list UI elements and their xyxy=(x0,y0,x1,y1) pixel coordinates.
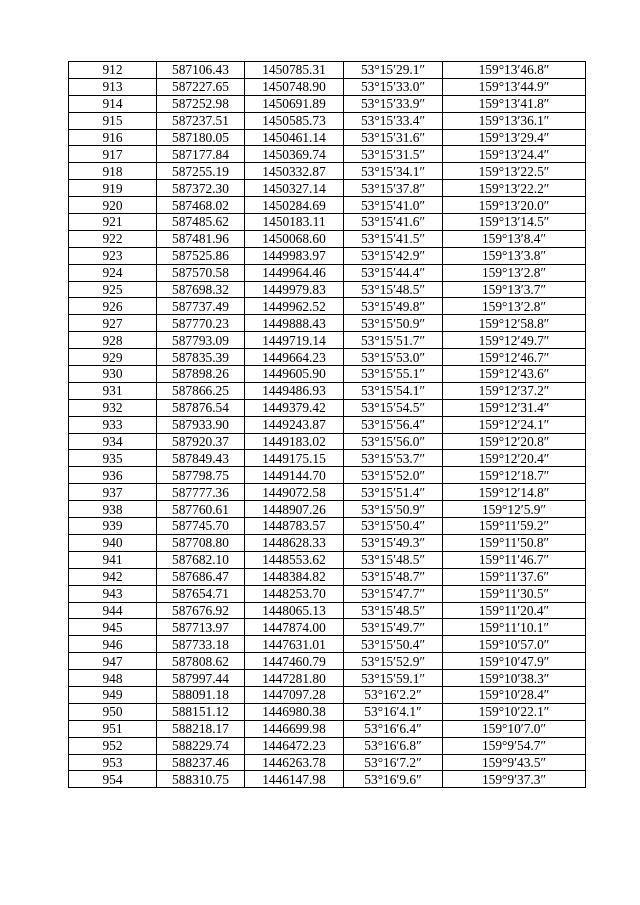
x-coordinate-cell: 587698.32 xyxy=(157,281,245,298)
point-number-cell: 914 xyxy=(69,95,157,112)
y-coordinate-cell: 1450748.90 xyxy=(245,78,344,95)
x-coordinate-cell: 587770.23 xyxy=(157,315,245,332)
longitude-cell: 159°12′31.4″ xyxy=(443,399,586,416)
longitude-cell: 159°9′43.5″ xyxy=(443,754,586,771)
table-row xyxy=(69,518,586,535)
table-row xyxy=(69,315,586,332)
table-row xyxy=(69,484,586,501)
longitude-cell: 159°11′59.2″ xyxy=(443,518,586,535)
y-coordinate-cell: 1449486.93 xyxy=(245,382,344,399)
longitude-cell: 159°10′38.3″ xyxy=(443,670,586,687)
latitude-cell: 53°16′4.1″ xyxy=(344,703,443,720)
latitude-cell: 53°15′31.5″ xyxy=(344,146,443,163)
table-row xyxy=(69,754,586,771)
longitude-cell: 159°13′3.8″ xyxy=(443,247,586,264)
y-coordinate-cell: 1447874.00 xyxy=(245,619,344,636)
latitude-cell: 53°15′44.4″ xyxy=(344,264,443,281)
latitude-cell: 53°15′53.7″ xyxy=(344,450,443,467)
point-number-cell: 937 xyxy=(69,484,157,501)
table-row xyxy=(69,230,586,247)
longitude-cell: 159°12′18.7″ xyxy=(443,467,586,484)
point-number-cell: 915 xyxy=(69,112,157,129)
y-coordinate-cell: 1447460.79 xyxy=(245,653,344,670)
latitude-cell: 53°15′59.1″ xyxy=(344,670,443,687)
table-row xyxy=(69,332,586,349)
latitude-cell: 53°15′56.0″ xyxy=(344,433,443,450)
y-coordinate-cell: 1449888.43 xyxy=(245,315,344,332)
x-coordinate-cell: 587737.49 xyxy=(157,298,245,315)
point-number-cell: 913 xyxy=(69,78,157,95)
table-row xyxy=(69,450,586,467)
longitude-cell: 159°12′37.2″ xyxy=(443,382,586,399)
longitude-cell: 159°12′5.9″ xyxy=(443,501,586,518)
table-row xyxy=(69,163,586,180)
latitude-cell: 53°15′52.0″ xyxy=(344,467,443,484)
point-number-cell: 950 xyxy=(69,703,157,720)
point-number-cell: 921 xyxy=(69,214,157,231)
latitude-cell: 53°15′54.1″ xyxy=(344,382,443,399)
y-coordinate-cell: 1449719.14 xyxy=(245,332,344,349)
y-coordinate-cell: 1449664.23 xyxy=(245,349,344,366)
y-coordinate-cell: 1446263.78 xyxy=(245,754,344,771)
y-coordinate-cell: 1448783.57 xyxy=(245,518,344,535)
table-row xyxy=(69,349,586,366)
table-row xyxy=(69,366,586,383)
x-coordinate-cell: 587255.19 xyxy=(157,163,245,180)
table-row xyxy=(69,382,586,399)
latitude-cell: 53°15′52.9″ xyxy=(344,653,443,670)
latitude-cell: 53°15′50.9″ xyxy=(344,315,443,332)
latitude-cell: 53°16′9.6″ xyxy=(344,771,443,788)
longitude-cell: 159°13′2.8″ xyxy=(443,264,586,281)
latitude-cell: 53°16′6.4″ xyxy=(344,720,443,737)
y-coordinate-cell: 1449605.90 xyxy=(245,366,344,383)
y-coordinate-cell: 1450284.69 xyxy=(245,197,344,214)
y-coordinate-cell: 1450332.87 xyxy=(245,163,344,180)
latitude-cell: 53°16′7.2″ xyxy=(344,754,443,771)
x-coordinate-cell: 587106.43 xyxy=(157,62,245,79)
table-row xyxy=(69,298,586,315)
table-row xyxy=(69,281,586,298)
latitude-cell: 53°15′51.7″ xyxy=(344,332,443,349)
table-row xyxy=(69,653,586,670)
point-number-cell: 940 xyxy=(69,534,157,551)
point-number-cell: 918 xyxy=(69,163,157,180)
table-row xyxy=(69,501,586,518)
longitude-cell: 159°13′8.4″ xyxy=(443,230,586,247)
table-row xyxy=(69,720,586,737)
table-row xyxy=(69,264,586,281)
longitude-cell: 159°13′20.0″ xyxy=(443,197,586,214)
y-coordinate-cell: 1450369.74 xyxy=(245,146,344,163)
x-coordinate-cell: 587898.26 xyxy=(157,366,245,383)
table-row xyxy=(69,619,586,636)
x-coordinate-cell: 588310.75 xyxy=(157,771,245,788)
table-row xyxy=(69,112,586,129)
point-number-cell: 917 xyxy=(69,146,157,163)
table-row xyxy=(69,534,586,551)
x-coordinate-cell: 587372.30 xyxy=(157,180,245,197)
longitude-cell: 159°10′57.0″ xyxy=(443,636,586,653)
x-coordinate-cell: 588237.46 xyxy=(157,754,245,771)
table-row xyxy=(69,703,586,720)
x-coordinate-cell: 587793.09 xyxy=(157,332,245,349)
x-coordinate-cell: 587920.37 xyxy=(157,433,245,450)
longitude-cell: 159°12′24.1″ xyxy=(443,416,586,433)
point-number-cell: 953 xyxy=(69,754,157,771)
y-coordinate-cell: 1449175.15 xyxy=(245,450,344,467)
table-row xyxy=(69,180,586,197)
x-coordinate-cell: 587686.47 xyxy=(157,568,245,585)
point-number-cell: 931 xyxy=(69,382,157,399)
point-number-cell: 929 xyxy=(69,349,157,366)
x-coordinate-cell: 587177.84 xyxy=(157,146,245,163)
y-coordinate-cell: 1446147.98 xyxy=(245,771,344,788)
y-coordinate-cell: 1448253.70 xyxy=(245,585,344,602)
longitude-cell: 159°10′7.0″ xyxy=(443,720,586,737)
longitude-cell: 159°9′54.7″ xyxy=(443,737,586,754)
longitude-cell: 159°13′29.4″ xyxy=(443,129,586,146)
x-coordinate-cell: 587866.25 xyxy=(157,382,245,399)
latitude-cell: 53°15′33.0″ xyxy=(344,78,443,95)
point-number-cell: 943 xyxy=(69,585,157,602)
longitude-cell: 159°13′24.4″ xyxy=(443,146,586,163)
longitude-cell: 159°13′36.1″ xyxy=(443,112,586,129)
y-coordinate-cell: 1450461.14 xyxy=(245,129,344,146)
point-number-cell: 928 xyxy=(69,332,157,349)
point-number-cell: 933 xyxy=(69,416,157,433)
x-coordinate-cell: 587777.36 xyxy=(157,484,245,501)
x-coordinate-cell: 587745.70 xyxy=(157,518,245,535)
x-coordinate-cell: 588229.74 xyxy=(157,737,245,754)
point-number-cell: 912 xyxy=(69,62,157,79)
latitude-cell: 53°15′50.4″ xyxy=(344,636,443,653)
table-row xyxy=(69,670,586,687)
x-coordinate-cell: 588218.17 xyxy=(157,720,245,737)
point-number-cell: 941 xyxy=(69,551,157,568)
point-number-cell: 948 xyxy=(69,670,157,687)
table-row xyxy=(69,95,586,112)
latitude-cell: 53°16′6.8″ xyxy=(344,737,443,754)
point-number-cell: 935 xyxy=(69,450,157,467)
point-number-cell: 952 xyxy=(69,737,157,754)
longitude-cell: 159°12′46.7″ xyxy=(443,349,586,366)
y-coordinate-cell: 1449072.58 xyxy=(245,484,344,501)
table-row xyxy=(69,399,586,416)
longitude-cell: 159°10′22.1″ xyxy=(443,703,586,720)
latitude-cell: 53°15′51.4″ xyxy=(344,484,443,501)
table-row xyxy=(69,737,586,754)
y-coordinate-cell: 1449183.02 xyxy=(245,433,344,450)
longitude-cell: 159°13′2.8″ xyxy=(443,298,586,315)
point-number-cell: 930 xyxy=(69,366,157,383)
x-coordinate-cell: 587654.71 xyxy=(157,585,245,602)
latitude-cell: 53°15′48.5″ xyxy=(344,551,443,568)
point-number-cell: 951 xyxy=(69,720,157,737)
table-row xyxy=(69,568,586,585)
table-row xyxy=(69,416,586,433)
longitude-cell: 159°12′14.8″ xyxy=(443,484,586,501)
y-coordinate-cell: 1450691.89 xyxy=(245,95,344,112)
y-coordinate-cell: 1447631.01 xyxy=(245,636,344,653)
latitude-cell: 53°15′48.7″ xyxy=(344,568,443,585)
table-row xyxy=(69,433,586,450)
longitude-cell: 159°12′49.7″ xyxy=(443,332,586,349)
x-coordinate-cell: 587570.58 xyxy=(157,264,245,281)
x-coordinate-cell: 588151.12 xyxy=(157,703,245,720)
table-row xyxy=(69,585,586,602)
longitude-cell: 159°13′14.5″ xyxy=(443,214,586,231)
y-coordinate-cell: 1448907.26 xyxy=(245,501,344,518)
longitude-cell: 159°13′41.8″ xyxy=(443,95,586,112)
latitude-cell: 53°15′48.5″ xyxy=(344,602,443,619)
y-coordinate-cell: 1450183.11 xyxy=(245,214,344,231)
longitude-cell: 159°13′44.9″ xyxy=(443,78,586,95)
x-coordinate-cell: 587997.44 xyxy=(157,670,245,687)
latitude-cell: 53°15′37.8″ xyxy=(344,180,443,197)
y-coordinate-cell: 1449964.46 xyxy=(245,264,344,281)
table-row xyxy=(69,214,586,231)
point-number-cell: 942 xyxy=(69,568,157,585)
y-coordinate-cell: 1447281.80 xyxy=(245,670,344,687)
point-number-cell: 945 xyxy=(69,619,157,636)
x-coordinate-cell: 588091.18 xyxy=(157,686,245,703)
table-row xyxy=(69,146,586,163)
x-coordinate-cell: 587227.65 xyxy=(157,78,245,95)
latitude-cell: 53°15′49.3″ xyxy=(344,534,443,551)
x-coordinate-cell: 587525.86 xyxy=(157,247,245,264)
table-row xyxy=(69,686,586,703)
longitude-cell: 159°12′43.6″ xyxy=(443,366,586,383)
x-coordinate-cell: 587485.62 xyxy=(157,214,245,231)
table-row xyxy=(69,78,586,95)
x-coordinate-cell: 587468.02 xyxy=(157,197,245,214)
latitude-cell: 53°15′34.1″ xyxy=(344,163,443,180)
y-coordinate-cell: 1450785.31 xyxy=(245,62,344,79)
table-row xyxy=(69,551,586,568)
y-coordinate-cell: 1448553.62 xyxy=(245,551,344,568)
x-coordinate-cell: 587682.10 xyxy=(157,551,245,568)
point-number-cell: 944 xyxy=(69,602,157,619)
latitude-cell: 53°15′41.6″ xyxy=(344,214,443,231)
longitude-cell: 159°11′30.5″ xyxy=(443,585,586,602)
y-coordinate-cell: 1448628.33 xyxy=(245,534,344,551)
y-coordinate-cell: 1449962.52 xyxy=(245,298,344,315)
y-coordinate-cell: 1446980.38 xyxy=(245,703,344,720)
point-number-cell: 954 xyxy=(69,771,157,788)
y-coordinate-cell: 1446699.98 xyxy=(245,720,344,737)
y-coordinate-cell: 1450585.73 xyxy=(245,112,344,129)
point-number-cell: 916 xyxy=(69,129,157,146)
latitude-cell: 53°15′41.5″ xyxy=(344,230,443,247)
x-coordinate-cell: 587733.18 xyxy=(157,636,245,653)
longitude-cell: 159°12′58.8″ xyxy=(443,315,586,332)
point-number-cell: 949 xyxy=(69,686,157,703)
x-coordinate-cell: 587713.97 xyxy=(157,619,245,636)
y-coordinate-cell: 1449979.83 xyxy=(245,281,344,298)
longitude-cell: 159°13′3.7″ xyxy=(443,281,586,298)
y-coordinate-cell: 1450068.60 xyxy=(245,230,344,247)
point-number-cell: 922 xyxy=(69,230,157,247)
point-number-cell: 920 xyxy=(69,197,157,214)
x-coordinate-cell: 587808.62 xyxy=(157,653,245,670)
y-coordinate-cell: 1449144.70 xyxy=(245,467,344,484)
longitude-cell: 159°11′50.8″ xyxy=(443,534,586,551)
table-row xyxy=(69,602,586,619)
y-coordinate-cell: 1447097.28 xyxy=(245,686,344,703)
x-coordinate-cell: 587876.54 xyxy=(157,399,245,416)
latitude-cell: 53°15′50.4″ xyxy=(344,518,443,535)
latitude-cell: 53°15′41.0″ xyxy=(344,197,443,214)
table-row xyxy=(69,771,586,788)
table-row xyxy=(69,247,586,264)
point-number-cell: 936 xyxy=(69,467,157,484)
y-coordinate-cell: 1449983.97 xyxy=(245,247,344,264)
latitude-cell: 53°15′48.5″ xyxy=(344,281,443,298)
longitude-cell: 159°11′20.4″ xyxy=(443,602,586,619)
longitude-cell: 159°13′22.2″ xyxy=(443,180,586,197)
latitude-cell: 53°15′29.1″ xyxy=(344,62,443,79)
point-number-cell: 938 xyxy=(69,501,157,518)
longitude-cell: 159°12′20.8″ xyxy=(443,433,586,450)
latitude-cell: 53°15′33.9″ xyxy=(344,95,443,112)
latitude-cell: 53°15′49.7″ xyxy=(344,619,443,636)
point-number-cell: 939 xyxy=(69,518,157,535)
coordinates-table xyxy=(68,61,586,788)
latitude-cell: 53°15′56.4″ xyxy=(344,416,443,433)
latitude-cell: 53°15′50.9″ xyxy=(344,501,443,518)
latitude-cell: 53°15′31.6″ xyxy=(344,129,443,146)
table-row xyxy=(69,467,586,484)
point-number-cell: 919 xyxy=(69,180,157,197)
table-row xyxy=(69,62,586,79)
x-coordinate-cell: 587849.43 xyxy=(157,450,245,467)
y-coordinate-cell: 1449243.87 xyxy=(245,416,344,433)
longitude-cell: 159°11′46.7″ xyxy=(443,551,586,568)
latitude-cell: 53°15′54.5″ xyxy=(344,399,443,416)
latitude-cell: 53°16′2.2″ xyxy=(344,686,443,703)
longitude-cell: 159°12′20.4″ xyxy=(443,450,586,467)
latitude-cell: 53°15′42.9″ xyxy=(344,247,443,264)
longitude-cell: 159°13′22.5″ xyxy=(443,163,586,180)
x-coordinate-cell: 587933.90 xyxy=(157,416,245,433)
x-coordinate-cell: 587180.05 xyxy=(157,129,245,146)
longitude-cell: 159°10′47.9″ xyxy=(443,653,586,670)
latitude-cell: 53°15′49.8″ xyxy=(344,298,443,315)
y-coordinate-cell: 1449379.42 xyxy=(245,399,344,416)
y-coordinate-cell: 1446472.23 xyxy=(245,737,344,754)
point-number-cell: 934 xyxy=(69,433,157,450)
x-coordinate-cell: 587237.51 xyxy=(157,112,245,129)
latitude-cell: 53°15′53.0″ xyxy=(344,349,443,366)
x-coordinate-cell: 587481.96 xyxy=(157,230,245,247)
point-number-cell: 927 xyxy=(69,315,157,332)
latitude-cell: 53°15′47.7″ xyxy=(344,585,443,602)
longitude-cell: 159°10′28.4″ xyxy=(443,686,586,703)
point-number-cell: 923 xyxy=(69,247,157,264)
x-coordinate-cell: 587798.75 xyxy=(157,467,245,484)
longitude-cell: 159°9′37.3″ xyxy=(443,771,586,788)
latitude-cell: 53°15′33.4″ xyxy=(344,112,443,129)
y-coordinate-cell: 1448065.13 xyxy=(245,602,344,619)
x-coordinate-cell: 587835.39 xyxy=(157,349,245,366)
point-number-cell: 924 xyxy=(69,264,157,281)
latitude-cell: 53°15′55.1″ xyxy=(344,366,443,383)
table-row xyxy=(69,129,586,146)
table-row xyxy=(69,636,586,653)
point-number-cell: 947 xyxy=(69,653,157,670)
point-number-cell: 932 xyxy=(69,399,157,416)
longitude-cell: 159°13′46.8″ xyxy=(443,62,586,79)
point-number-cell: 926 xyxy=(69,298,157,315)
longitude-cell: 159°11′10.1″ xyxy=(443,619,586,636)
y-coordinate-cell: 1450327.14 xyxy=(245,180,344,197)
point-number-cell: 946 xyxy=(69,636,157,653)
point-number-cell: 925 xyxy=(69,281,157,298)
x-coordinate-cell: 587760.61 xyxy=(157,501,245,518)
longitude-cell: 159°11′37.6″ xyxy=(443,568,586,585)
x-coordinate-cell: 587252.98 xyxy=(157,95,245,112)
x-coordinate-cell: 587708.80 xyxy=(157,534,245,551)
y-coordinate-cell: 1448384.82 xyxy=(245,568,344,585)
table-row xyxy=(69,197,586,214)
coordinates-table-body xyxy=(69,62,586,788)
x-coordinate-cell: 587676.92 xyxy=(157,602,245,619)
